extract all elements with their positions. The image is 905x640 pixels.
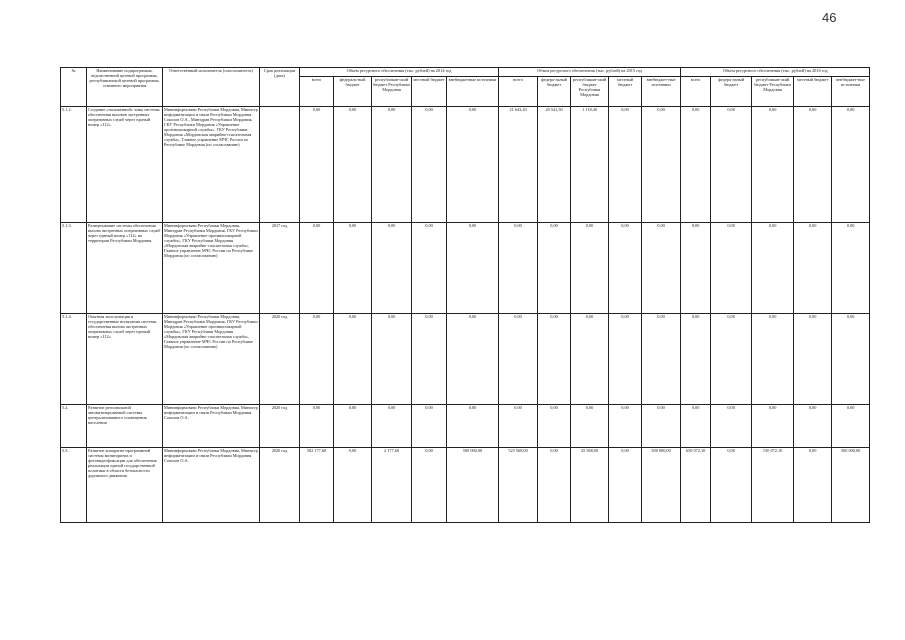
- row-term: 2020 год: [260, 314, 300, 405]
- cell-value: 650 072,10: [681, 448, 711, 523]
- header-group-2016: Объем ресурсного обеспечения (тыс. рублей) на 2016 год: [681, 68, 870, 77]
- cell-value: 0,00: [412, 107, 447, 223]
- cell-value: 0,00: [571, 223, 609, 314]
- cell-value: 0,00: [538, 405, 571, 448]
- cell-value: 150 072,10: [752, 448, 794, 523]
- cell-value: 0,00: [832, 405, 870, 448]
- cell-value: 0,00: [642, 405, 681, 448]
- cell-value: 0,00: [832, 107, 870, 223]
- header-sub: республикан-ский бюджет Республики Мордовия: [372, 77, 412, 107]
- row-number: 5.1.3.: [61, 223, 87, 314]
- cell-value: 525 568,00: [499, 448, 538, 523]
- header-sub: внебюджет-ные источники: [832, 77, 870, 107]
- row-executor: Мининформсвязи Республики Мордовия, Министр информатизации и связи Республики Мордовия Соколов О.А.: [163, 405, 260, 448]
- cell-value: 0,00: [752, 314, 794, 405]
- cell-value: 0,00: [538, 314, 571, 405]
- row-number: 5.1.2.: [61, 107, 87, 223]
- cell-value: 0,00: [642, 107, 681, 223]
- cell-value: 500 000,00: [447, 448, 499, 523]
- table-row: [61, 107, 870, 223]
- header-sub: федера-льный бюджет: [711, 77, 752, 107]
- row-number: 5.3.: [61, 448, 87, 523]
- row-name: Развертывание системы обеспечения вызова экстренных оперативных служб через единый номер «112» на территории Республики Мордовия: [87, 223, 163, 314]
- header-sub: всего: [300, 77, 334, 107]
- cell-value: 0,00: [499, 405, 538, 448]
- header-sub: всего: [681, 77, 711, 107]
- cell-value: 0,00: [300, 107, 334, 223]
- cell-value: 0,00: [642, 223, 681, 314]
- cell-value: 0,00: [571, 405, 609, 448]
- header-term: Срок реализации (дата): [260, 68, 300, 107]
- header-sub: республикан-ский бюджет Республики Мордовия: [752, 77, 794, 107]
- row-executor: Мининформсвязи Республики Мордовия, Министр информатизации и связи Республики Мордовия Соколов О.А.: [163, 448, 260, 523]
- cell-value: 2 177,60: [372, 448, 412, 523]
- cell-value: 0,00: [300, 223, 334, 314]
- cell-value: 0,00: [832, 314, 870, 405]
- row-term: 2020 год: [260, 405, 300, 448]
- cell-value: 502 177,60: [300, 448, 334, 523]
- page-number: 46: [822, 10, 837, 25]
- row-number: 5.2.: [61, 405, 87, 448]
- cell-value: 0,00: [334, 405, 372, 448]
- cell-value: 0,00: [571, 314, 609, 405]
- header-group-2014: Объем ресурсного обеспечения (тыс. рублей) на 2014 год: [300, 68, 499, 77]
- cell-value: 500 000,00: [832, 448, 870, 523]
- header-sub: внебюджет-ные источники: [642, 77, 681, 107]
- row-name: Развитие аппаратно-программной системы мониторинга и фотовидеофиксации для обеспечения реализации единой государственной политики в области безопасности дорожного движения: [87, 448, 163, 523]
- resource-table: [60, 67, 870, 523]
- cell-value: 25 568,00: [571, 448, 609, 523]
- cell-value: 0,00: [499, 223, 538, 314]
- row-executor: Мининформсвязи Республики Мордовия, Министр информатизации и связи Республики Мордовия Соколов О.А., Минздрав Республики Мордовия, ГКУ Республики Мордовия «Управление противопожарной службы», ГКУ Республики Мордовия «Мордовская аварийно-спасательная служба», Главное управление МЧС России по Республике Мордовия (по согласованию): [163, 107, 260, 223]
- cell-value: 0,00: [794, 223, 832, 314]
- header-group-2015: Объем ресурсного обеспечения (тыс. рублей) на 2015 год: [499, 68, 681, 77]
- cell-value: 0,00: [499, 314, 538, 405]
- cell-value: 0,00: [412, 223, 447, 314]
- cell-value: 0,00: [334, 107, 372, 223]
- cell-value: 0,00: [372, 223, 412, 314]
- header-sub: федераль-ный бюджет: [334, 77, 372, 107]
- header-sub: внебюджетные источники: [447, 77, 499, 107]
- cell-value: 0,00: [681, 314, 711, 405]
- table-row: [61, 448, 870, 523]
- header-executor: Ответственный исполнитель (соисполнитель): [163, 68, 260, 107]
- cell-value: 0,00: [609, 223, 642, 314]
- cell-value: 0,00: [711, 314, 752, 405]
- header-sub: местный бюджет: [794, 77, 832, 107]
- cell-value: 0,00: [681, 107, 711, 223]
- row-term: 2020 год: [260, 448, 300, 523]
- table-row: [61, 223, 870, 314]
- row-term: 2017 год: [260, 223, 300, 314]
- header-sub: федера-льный бюджет: [538, 77, 571, 107]
- cell-value: 0,00: [609, 314, 642, 405]
- row-executor: Мининформсвязи Республики Мордовия, Минздрав Республики Мордовия, ГКУ Республики Мордовия «Управление противопожарной службы», ГКУ Республики Мордовия «Мордовская аварийно-спасательная служба», Главное управление МЧС России по Республике Мордовия (по согласованию): [163, 223, 260, 314]
- cell-value: 0,00: [609, 405, 642, 448]
- cell-value: 0,00: [412, 405, 447, 448]
- table-row: [61, 314, 870, 405]
- cell-value: 21 643,20: [499, 107, 538, 223]
- cell-value: 0,00: [334, 314, 372, 405]
- cell-value: 0,00: [681, 405, 711, 448]
- cell-value: 0,00: [372, 405, 412, 448]
- cell-value: 0,00: [538, 223, 571, 314]
- cell-value: 0,00: [711, 405, 752, 448]
- cell-value: 0,00: [752, 405, 794, 448]
- cell-value: 20 541,30: [538, 107, 571, 223]
- row-number: 5.1.4.: [61, 314, 87, 405]
- header-name: Наименование подпрограммы, ведомственной целевой программы, республиканской целевой программы, основного мероприятия: [87, 68, 163, 107]
- cell-value: 0,00: [794, 107, 832, 223]
- cell-value: 0,00: [334, 223, 372, 314]
- row-name: Опытная эксплуатация и государственные испытания системы обеспечения вызова экстренных оперативных служб через единый номер «112»: [87, 314, 163, 405]
- cell-value: 0,00: [752, 107, 794, 223]
- cell-value: 0,00: [538, 448, 571, 523]
- cell-value: 0,00: [412, 314, 447, 405]
- header-sub: всего: [499, 77, 538, 107]
- cell-value: 0,00: [372, 314, 412, 405]
- header-sub: местный бюджет: [412, 77, 447, 107]
- row-term: [260, 107, 300, 223]
- cell-value: 0,00: [447, 405, 499, 448]
- cell-value: 0,00: [412, 448, 447, 523]
- cell-value: 0,00: [794, 448, 832, 523]
- cell-value: 0,00: [609, 448, 642, 523]
- cell-value: 500 000,00: [642, 448, 681, 523]
- cell-value: 0,00: [372, 107, 412, 223]
- row-name: Развитие региональной автоматизированной системы централизованного оповещения населения: [87, 405, 163, 448]
- cell-value: 0,00: [447, 314, 499, 405]
- row-name: Создание «наложенной» зоны системы обеспечения вызовов экстренных оперативных служб через единый номер «112»: [87, 107, 163, 223]
- cell-value: 0,00: [681, 223, 711, 314]
- row-executor: Мининформсвязи Республики Мордовия, Минздрав Республики Мордовия, ГКУ Республики Мордовия «Управление противопожарной службы», ГКУ Республики Мордовия «Мордовская аварийно-спасательная служба», Главное управление МЧС России по Республике Мордовия (по согласованию): [163, 314, 260, 405]
- cell-value: 0,00: [794, 405, 832, 448]
- cell-value: 0,00: [609, 107, 642, 223]
- cell-value: 0,00: [711, 448, 752, 523]
- cell-value: 0,00: [642, 314, 681, 405]
- cell-value: 0,00: [447, 107, 499, 223]
- header-no: №: [61, 68, 87, 107]
- cell-value: 0,00: [300, 314, 334, 405]
- cell-value: 0,00: [794, 314, 832, 405]
- header-sub: республикан-ский бюджет Республики Мордовия: [571, 77, 609, 107]
- cell-value: 0,00: [832, 223, 870, 314]
- cell-value: 0,00: [711, 107, 752, 223]
- table-row: [61, 405, 870, 448]
- cell-value: 0,00: [447, 223, 499, 314]
- cell-value: 0,00: [334, 448, 372, 523]
- cell-value: 0,00: [300, 405, 334, 448]
- header-sub: местный бюджет: [609, 77, 642, 107]
- cell-value: 0,00: [711, 223, 752, 314]
- cell-value: 1 118,40: [571, 107, 609, 223]
- cell-value: 0,00: [752, 223, 794, 314]
